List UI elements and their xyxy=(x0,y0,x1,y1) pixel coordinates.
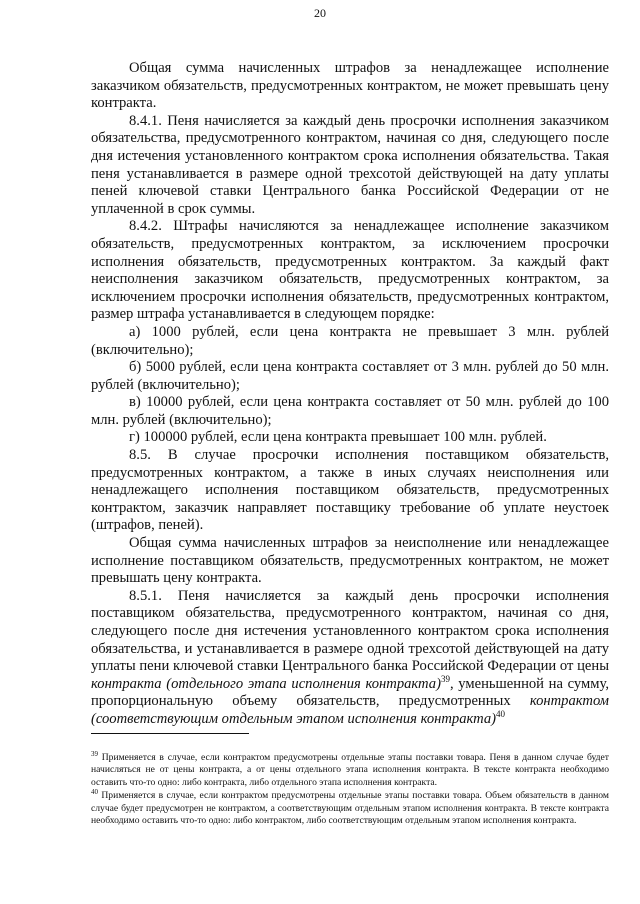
paragraph-8-4-2: 8.4.2. Штрафы начисляются за ненадлежащее исполнение заказчиком обязательств, предусмотренных контрактом, за исключением просрочки исполнения обязательств, предусмотренных контрактом. За каждый факт неисполнения заказчиком обязательств, предусмотренных контрактом, за исключением просрочки исполнения обязательств, предусмотренных контрактом, размер штрафа устанавливается в следующем порядке: xyxy=(91,218,609,323)
paragraph-8-5: 8.5. В случае просрочки исполнения поставщиком обязательств, предусмотренных контрактом, а также в иных случаях неисполнения или ненадлежащего исполнения поставщиком обязательств, предусмотренных контрактом, заказчик направляет поставщику требование об уплате неустоек (штрафов, пеней). xyxy=(91,447,609,534)
list-item-a: а) 1000 рублей, если цена контракта не превышает 3 млн. рублей (включительно); xyxy=(91,323,609,358)
footnote-text: Применяется в случае, если контрактом предусмотрены отдельные этапы поставки товара. Объем обязательств в данном случае будет предусмотрен не контрактом, а соответствующим отдельным этапом исполнения контракта. В тексте контракта необходимо оставить что-то одно: либо контрактом, либо соответствующим отдельным этапом исполнения контракта. xyxy=(91,790,609,827)
paragraph-8-5-1-text-b: , уменьшенной на сумму, пропорциональную объему обязательств, предусмотренных xyxy=(91,675,609,710)
list-item-v: в) 10000 рублей, если цена контракта составляет от 50 млн. рублей до 100 млн. рублей (включительно); xyxy=(91,394,609,428)
page-number: 20 xyxy=(314,6,326,20)
paragraph-total-fines-customer: Общая сумма начисленных штрафов за ненадлежащее исполнение заказчиком обязательств, предусмотренных контрактом, не может превышать цену контракта. xyxy=(91,60,609,112)
footnote-separator xyxy=(91,733,249,734)
footnote-text: Применяется в случае, если контрактом предусмотрены отдельные этапы поставки товара. Пеня в данном случае будет начисляться не от цены контракта, а от цены отдельного этапа исполнения контракта. В тексте контракта необходимо оставить что-то одно: либо контракта, либо отдельного этапа исполнения контракта. xyxy=(91,752,609,788)
paragraph-8-4-1: 8.4.1. Пеня начисляется за каждый день просрочки исполнения заказчиком обязательства, предусмотренного контрактом, начиная со дня, следующего после дня истечения установленного контрактом срока исполнения обязательства. Такая пеня устанавливается в размере одной трехсотой действующей на дату уплаты пеней ключевой ставки Центрального банка Российской Федерации от не уплаченной в срок суммы. xyxy=(91,112,609,217)
footnote-ref-40[interactable]: 40 xyxy=(496,709,506,720)
paragraph-total-fines-supplier: Общая сумма начисленных штрафов за неисполнение или ненадлежащее исполнение поставщиком обязательств, предусмотренных контрактом, не может превышать цену контракта. xyxy=(91,535,609,587)
list-item-b: б) 5000 рублей, если цена контракта составляет от 3 млн. рублей до 50 млн. рублей (включительно); xyxy=(91,359,609,393)
paragraph-8-5-1-text-a: 8.5.1. Пеня начисляется за каждый день просрочки исполнения поставщиком обязательства, предусмотренного контрактом, начиная со дня, следующего после дня истечения установленного контрактом срока исполнения обязательства, и устанавливается в размере одной трехсотой действующей на дату уплаты пени ключевой ставки Центрального банка Российской Федерации от цены xyxy=(91,587,609,675)
footnote-ref-39[interactable]: 39 xyxy=(440,673,450,684)
paragraph-8-5-1 xyxy=(91,588,609,729)
list-item-g: г) 100000 рублей, если цена контракта превышает 100 млн. рублей. xyxy=(129,429,547,446)
paragraph-8-5-1-italic-a: контракта (отдельного этапа исполнения контракта) xyxy=(91,675,441,692)
paragraph-8-5-1-italic-b: контрактом (соответствующим отдельным этапом исполнения контракта) xyxy=(91,693,609,727)
footnote-number: 40 xyxy=(91,788,98,797)
footnote-number: 39 xyxy=(91,749,98,758)
footnotes xyxy=(91,749,609,828)
document-body xyxy=(91,60,609,729)
footnote-39 xyxy=(91,749,609,789)
footnote-40 xyxy=(91,790,609,827)
